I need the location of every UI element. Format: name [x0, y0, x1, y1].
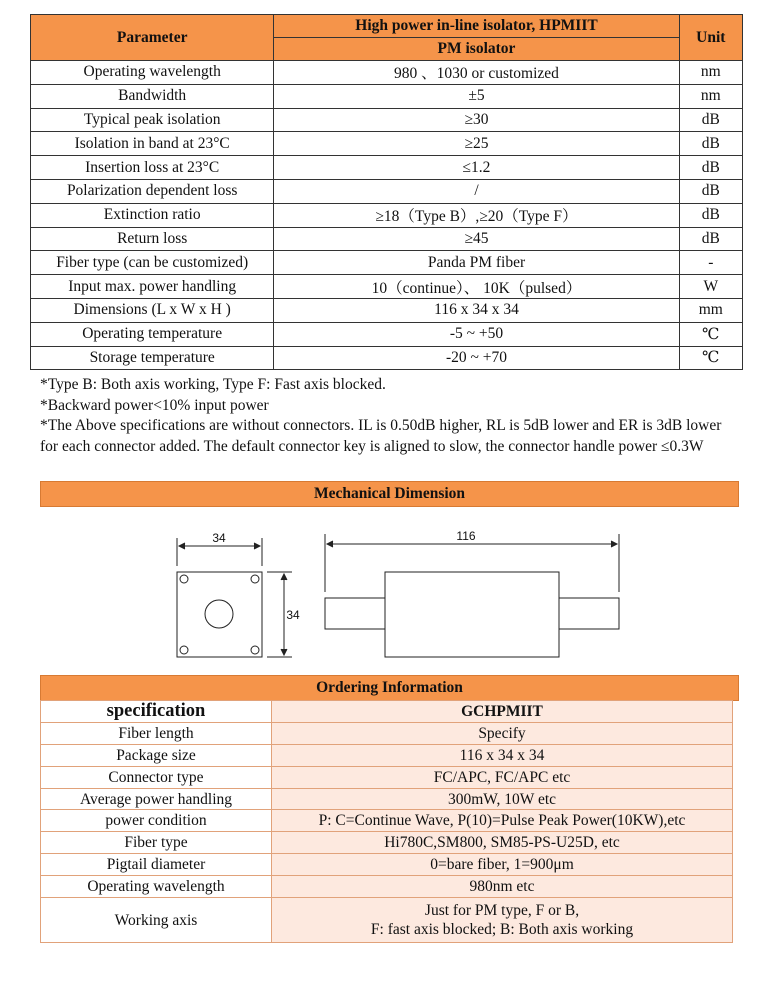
mechanical-drawing — [0, 520, 773, 670]
table-row — [31, 156, 743, 180]
value-cell: / — [274, 179, 679, 203]
value-cell: ≥30 — [274, 108, 679, 132]
row-value: P: C=Continue Wave, P(10)=Pulse Peak Power(10KW),etc — [272, 810, 733, 832]
mount-hole — [180, 646, 188, 654]
param-cell: Typical peak isolation — [31, 108, 274, 132]
row-value: 116 x 34 x 34 — [272, 744, 733, 766]
param-cell: Polarization dependent loss — [31, 179, 274, 203]
row-value: FC/APC, FC/APC etc — [272, 766, 733, 788]
front-width-label: 34 — [212, 531, 226, 545]
row-label: Operating wavelength — [41, 876, 272, 898]
front-view-body — [177, 572, 262, 657]
table-row — [31, 179, 743, 203]
value-cell: ≥45 — [274, 227, 679, 251]
unit-header: Unit — [679, 15, 742, 61]
unit-cell: W — [679, 275, 742, 299]
param-cell: Operating temperature — [31, 322, 274, 346]
row-value: 0=bare fiber, 1=900μm — [272, 854, 733, 876]
row-label: Package size — [41, 744, 272, 766]
mount-hole — [251, 575, 259, 583]
table-row — [41, 876, 733, 898]
notes — [40, 375, 740, 457]
value-cell: Panda PM fiber — [274, 251, 679, 275]
unit-cell: - — [679, 251, 742, 275]
row-label: Fiber length — [41, 722, 272, 744]
product-header: High power in-line isolator, HPMIIT — [274, 15, 679, 38]
row-label: Average power handling — [41, 788, 272, 810]
value-cell: 980 、1030 or customized — [274, 61, 679, 85]
row-label: power condition — [41, 810, 272, 832]
value-cell: -20 ~ +70 — [274, 346, 679, 370]
front-view-port-circle — [205, 600, 233, 628]
working-axis-line-1: Just for PM type, F or B, — [424, 902, 580, 920]
param-cell: Bandwidth — [31, 84, 274, 108]
note-type: *Type B: Both axis working, Type F: Fast axis blocked. — [40, 376, 386, 393]
row-value: 980nm etc — [272, 876, 733, 898]
param-cell: Fiber type (can be customized) — [31, 251, 274, 275]
mount-hole — [251, 646, 259, 654]
table-row — [31, 132, 743, 156]
table-row — [31, 251, 743, 275]
table-row — [31, 84, 743, 108]
table-row — [31, 346, 743, 370]
left-fiber-boot — [325, 598, 385, 629]
side-length-label: 116 — [456, 529, 476, 543]
unit-cell: mm — [679, 298, 742, 322]
table-row — [41, 854, 733, 876]
unit-cell: dB — [679, 156, 742, 180]
right-fiber-boot — [559, 598, 619, 629]
value-cell: ≤1.2 — [274, 156, 679, 180]
table-row — [31, 275, 743, 299]
param-cell: Storage temperature — [31, 346, 274, 370]
unit-cell: dB — [679, 203, 742, 227]
table-row — [31, 108, 743, 132]
parameter-header: Parameter — [31, 15, 274, 61]
value-cell: 10（continue）、 10K（pulsed） — [274, 275, 679, 299]
value-cell: ±5 — [274, 84, 679, 108]
param-cell: Return loss — [31, 227, 274, 251]
table-row — [31, 203, 743, 227]
unit-cell: ℃ — [679, 322, 742, 346]
table-row — [41, 744, 733, 766]
value-cell: 116 x 34 x 34 — [274, 298, 679, 322]
value-cell: ≥25 — [274, 132, 679, 156]
row-label: Working axis — [41, 898, 272, 943]
param-cell: Extinction ratio — [31, 203, 274, 227]
row-value: Hi780C,SM800, SM85-PS-U25D, etc — [272, 832, 733, 854]
param-cell: Insertion loss at 23°C — [31, 156, 274, 180]
table-row — [41, 898, 733, 943]
value-cell: ≥18（Type B）,≥20（Type F） — [274, 203, 679, 227]
table-row — [31, 227, 743, 251]
table-row — [31, 322, 743, 346]
row-label: Pigtail diameter — [41, 854, 272, 876]
front-height-label: 34 — [286, 608, 300, 622]
unit-cell: dB — [679, 227, 742, 251]
table-row — [41, 701, 733, 723]
unit-cell: nm — [679, 84, 742, 108]
param-cell: Dimensions (L x W x H ) — [31, 298, 274, 322]
note-backward-power: *Backward power<10% input power — [40, 396, 269, 414]
side-view-body — [385, 572, 559, 657]
spec-value: GCHPMIIT — [272, 701, 733, 723]
unit-cell: dB — [679, 132, 742, 156]
row-value: 300mW, 10W etc — [272, 788, 733, 810]
note-connectors: *The Above specifications are without connectors. IL is 0.50dB higher, RL is 5dB lower and ER is 3dB lower for each connector added. The default connector key is aligned to slow, the connector handle power ≤0.3W — [40, 417, 722, 455]
subtitle-header: PM isolator — [274, 38, 679, 61]
table-row — [31, 298, 743, 322]
param-cell: Input max. power handling — [31, 275, 274, 299]
unit-cell: ℃ — [679, 346, 742, 370]
unit-cell: nm — [679, 61, 742, 85]
spec-label: specification — [41, 701, 272, 723]
row-label: Connector type — [41, 766, 272, 788]
working-axis-line-2: F: fast axis blocked; B: Both axis working — [370, 921, 634, 939]
row-label: Fiber type — [41, 832, 272, 854]
row-value: Specify — [272, 722, 733, 744]
table-row — [41, 788, 733, 810]
row-value — [272, 898, 733, 943]
spec-table — [30, 14, 743, 370]
value-cell: -5 ~ +50 — [274, 322, 679, 346]
table-row — [41, 832, 733, 854]
mechanical-dimension-title: Mechanical Dimension — [40, 481, 739, 507]
ordering-information-title: Ordering Information — [40, 675, 739, 701]
table-row — [41, 766, 733, 788]
unit-cell: dB — [679, 179, 742, 203]
ordering-table — [40, 700, 733, 943]
table-row — [41, 722, 733, 744]
unit-cell: dB — [679, 108, 742, 132]
param-cell: Isolation in band at 23°C — [31, 132, 274, 156]
table-row — [31, 61, 743, 85]
mount-hole — [180, 575, 188, 583]
param-cell: Operating wavelength — [31, 61, 274, 85]
table-row — [41, 810, 733, 832]
